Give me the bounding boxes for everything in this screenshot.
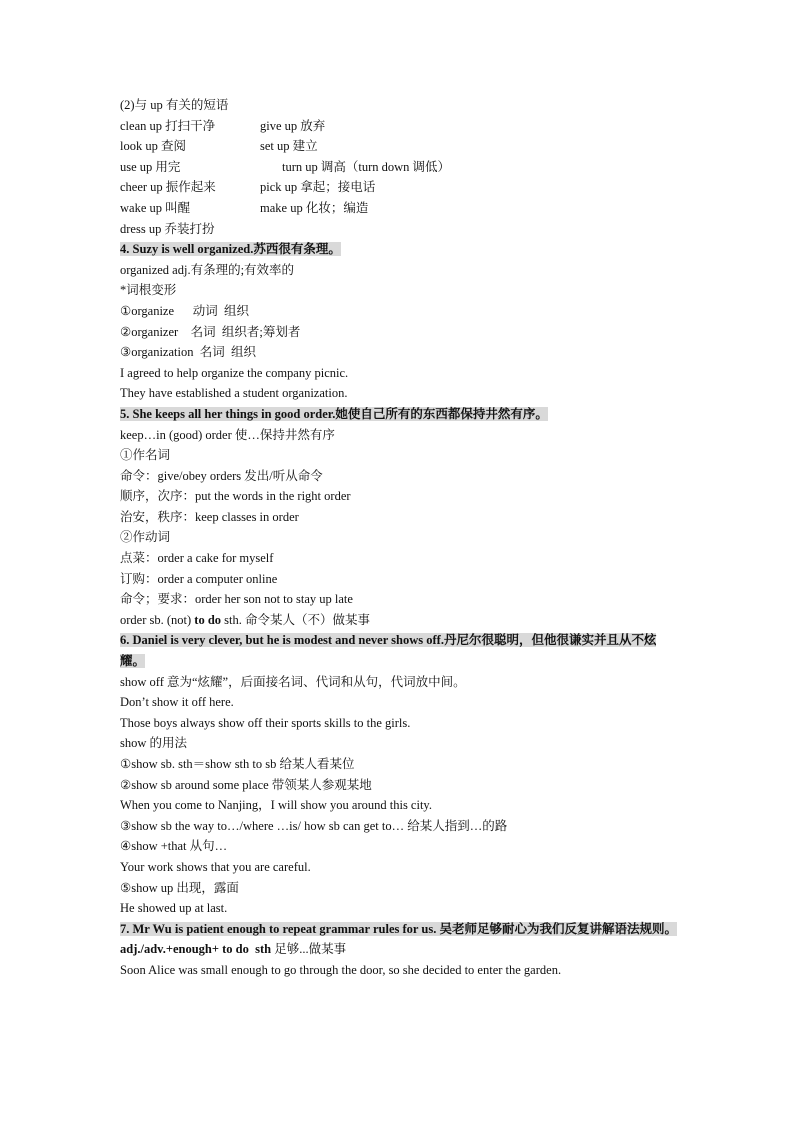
phrase-dress-up: dress up 乔装打扮 (120, 221, 215, 236)
word-form-item: ②organizer 名词 组织者;筹划者 (120, 324, 301, 339)
show-usage-item: ③show sb the way to…/where …is/ how sb can get to… 给某人指到…的路 (120, 818, 508, 833)
phrase-row (120, 136, 680, 157)
word-forms-label: *词根变形 (120, 283, 177, 298)
sentence-4-heading (120, 239, 680, 260)
verb-usage-item: 订购：order a computer online (120, 571, 278, 586)
usage-bold-part: to do (194, 612, 222, 627)
phrase-make-up: make up 化妆；编造 (260, 200, 369, 215)
phrase-row (120, 157, 680, 178)
sentence-7-heading (120, 919, 680, 940)
phrase-row (120, 116, 680, 137)
phrase-clean-up: clean up 打扫干净 (120, 118, 216, 133)
phrase-use-up: use up 用完 (120, 159, 181, 174)
verb-usage-label: ②作动词 (120, 530, 171, 545)
sentence-5-heading (120, 404, 680, 425)
verb-usage-item: 命令；要求：order her son not to stay up late (120, 592, 353, 607)
phrase-set-up: set up 建立 (260, 139, 318, 154)
noun-usage-label: ①作名词 (120, 448, 171, 463)
phrase-pick-up: pick up 拿起；接电话 (260, 180, 376, 195)
example-sentence: Your work shows that you are careful. (120, 859, 311, 874)
organized-definition: organized adj.有条理的;有效率的 (120, 262, 295, 277)
example-sentence: When you come to Nanjing，I will show you around this city. (120, 798, 432, 813)
phrase-wake-up: wake up 叫醒 (120, 200, 191, 215)
show-usage-item: ⑤show up 出现，露面 (120, 880, 239, 895)
example-sentence: I agreed to help organize the company picnic. (120, 365, 349, 380)
sentence-6-text: 6. Daniel is very clever, but he is modest and never shows off.丹尼尔很聪明，但他很谦实并且从不炫耀。 (120, 633, 657, 669)
show-usage-item: ①show sb. sth＝show sth to sb 给某人看某位 (120, 757, 355, 771)
example-sentence: Those boys always show off their sports skills to the girls. (120, 715, 411, 730)
sentence-6-heading (120, 630, 680, 671)
phrase-cheer-up: cheer up 振作起来 (120, 180, 216, 195)
section-heading: (2)与 up 有关的短语 (120, 98, 229, 112)
word-form-item: ③organization 名词 组织 (120, 345, 256, 360)
document-page (120, 95, 680, 981)
keep-in-order-definition: keep…in (good) order 使…保持井然有序 (120, 427, 335, 442)
show-usage-label: show 的用法 (120, 736, 188, 751)
show-usage-item: ④show +that 从句… (120, 839, 228, 854)
verb-usage-item: 点菜：order a cake for myself (120, 551, 274, 566)
phrase-give-up: give up 放弃 (260, 118, 326, 133)
phrase-row (120, 177, 680, 198)
verb-usage-item (120, 610, 680, 631)
phrase-turn-up: turn up 调高（turn down 调低） (282, 159, 451, 174)
usage-suffix: sth. 命令某人（不）做某事 (221, 612, 371, 627)
example-sentence: He showed up at last. (120, 901, 228, 916)
sentence-7-text: 7. Mr Wu is patient enough to repeat grammar rules for us. 吴老师足够耐心为我们反复讲解语法规则。 (120, 921, 677, 936)
usage-prefix: order sb. (not) (120, 612, 195, 627)
sentence-4-text: 4. Suzy is well organized.苏西很有条理。 (120, 242, 341, 257)
show-off-definition: show off 意为“炫耀”，后面接名词、代词和从句，代词放中间。 (120, 674, 466, 689)
structure-bold-part: adj./adv.+enough+ to do sth (120, 942, 272, 957)
phrase-row (120, 198, 680, 219)
enough-structure (120, 939, 680, 960)
noun-usage-item: 顺序，次序：put the words in the right order (120, 489, 351, 504)
example-sentence: Soon Alice was small enough to go through the door, so she decided to enter the garden. (120, 962, 562, 977)
noun-usage-item: 命令：give/obey orders 发出/听从命令 (120, 468, 323, 483)
example-sentence: They have established a student organization. (120, 386, 348, 401)
example-sentence: Don’t show it off here. (120, 695, 234, 710)
word-form-item: ①organize 动词 组织 (120, 303, 250, 318)
structure-meaning: 足够...做某事 (271, 942, 347, 957)
noun-usage-item: 治安，秩序：keep classes in order (120, 509, 299, 524)
sentence-5-text: 5. She keeps all her things in good order.她使自己所有的东西都保持井然有序。 (120, 406, 548, 421)
show-usage-item: ②show sb around some place 带领某人参观某地 (120, 777, 372, 792)
phrase-look-up: look up 查阅 (120, 139, 186, 154)
